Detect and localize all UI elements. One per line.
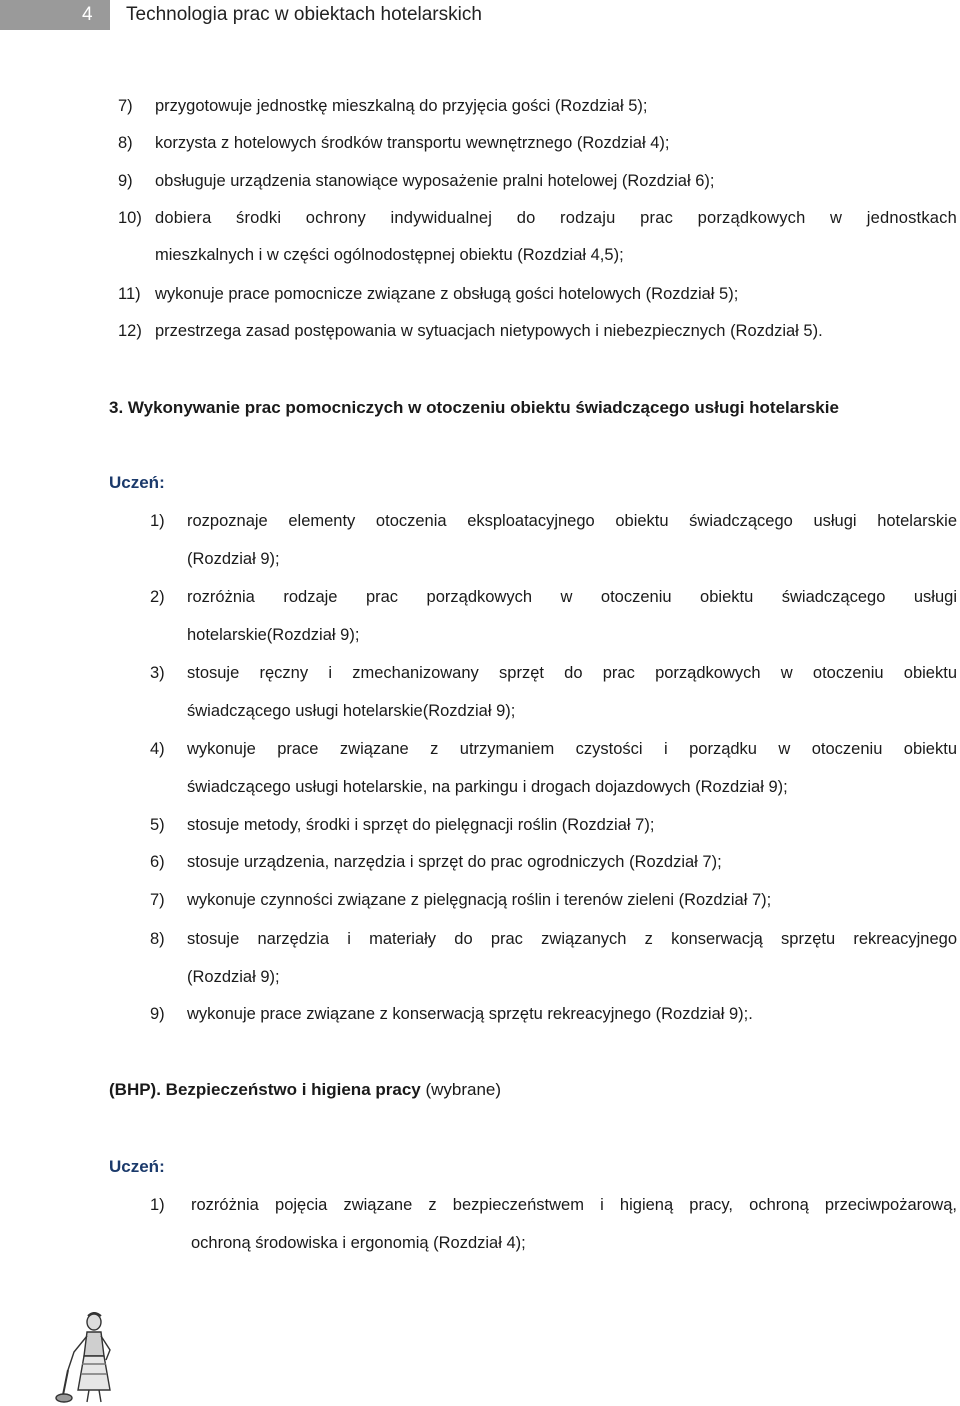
bhp-heading-rest: (wybrane) bbox=[420, 1080, 502, 1099]
list-item: stosuje ręczny i zmechanizowany sprzęt do prac porządkowych w otoczeniu obiektu bbox=[187, 664, 957, 682]
list-item: rozpoznaje elementy otoczenia eksploatacyjnego obiektu świadczącego usługi hotelarskie bbox=[187, 512, 957, 530]
list-item-number: 8) bbox=[150, 930, 165, 948]
page-header bbox=[0, 0, 960, 30]
list-item: wykonuje prace związane z utrzymaniem czystości i porządku w otoczeniu obiektu bbox=[187, 740, 957, 758]
list-item-number: 1) bbox=[150, 512, 165, 530]
list-item: rozróżnia pojęcia związane z bezpieczeństwem i higieną pracy, ochroną przeciwpożarową, bbox=[191, 1196, 957, 1214]
list-item-number: 6) bbox=[150, 853, 165, 871]
list-item-number: 9) bbox=[150, 1005, 165, 1023]
bhp-heading bbox=[109, 1080, 501, 1100]
list-item-number: 12) bbox=[118, 322, 142, 340]
list-item: stosuje metody, środki i sprzęt do pielęgnacji roślin (Rozdział 7); bbox=[187, 816, 655, 834]
list-item: wykonuje czynności związane z pielęgnacją roślin i terenów zieleni (Rozdział 7); bbox=[187, 891, 772, 909]
list-item-number: 3) bbox=[150, 664, 165, 682]
list-item-number: 10) bbox=[118, 209, 142, 227]
list-item: przestrzega zasad postępowania w sytuacjach nietypowych i niebezpiecznych (Rozdział 5). bbox=[155, 322, 823, 340]
student-label: Uczeń: bbox=[109, 473, 165, 492]
list-item: dobiera środki ochrony indywidualnej do rodzaju prac porządkowych w jednostkach bbox=[155, 209, 957, 227]
list-item-continuation: mieszkalnych i w części ogólnodostępnej obiektu (Rozdział 4,5); bbox=[155, 246, 624, 264]
list-item-number: 8) bbox=[118, 134, 133, 152]
list-item: wykonuje prace związane z konserwacją sprzętu rekreacyjnego (Rozdział 9);. bbox=[187, 1005, 753, 1023]
list-item: korzysta z hotelowych środków transportu wewnętrznego (Rozdział 4); bbox=[155, 134, 670, 152]
list-item-number: 7) bbox=[150, 891, 165, 909]
list-item: obsługuje urządzenia stanowiące wyposażenie pralni hotelowej (Rozdział 6); bbox=[155, 172, 715, 190]
list-item-continuation: świadczącego usługi hotelarskie(Rozdział 9); bbox=[187, 702, 516, 720]
list-item: wykonuje prace pomocnicze związane z obsługą gości hotelowych (Rozdział 5); bbox=[155, 285, 739, 303]
list-item-number: 2) bbox=[150, 588, 165, 606]
list-item-continuation: (Rozdział 9); bbox=[187, 550, 280, 568]
list-item-number: 4) bbox=[150, 740, 165, 758]
list-item-continuation: świadczącego usługi hotelarskie, na parkingu i drogach dojazdowych (Rozdział 9); bbox=[187, 778, 788, 796]
bhp-heading-bold: (BHP). Bezpieczeństwo i higiena pracy bbox=[109, 1080, 421, 1099]
page-number: 4 bbox=[0, 0, 110, 30]
list-item-number: 1) bbox=[150, 1196, 165, 1214]
student-label: Uczeń: bbox=[109, 1157, 165, 1176]
list-item-number: 9) bbox=[118, 172, 133, 190]
list-item-number: 7) bbox=[118, 97, 133, 115]
list-item: przygotowuje jednostkę mieszkalną do przyjęcia gości (Rozdział 5); bbox=[155, 97, 648, 115]
list-item-number: 5) bbox=[150, 816, 165, 834]
cleaning-lady-icon bbox=[54, 1312, 124, 1404]
list-item-continuation: (Rozdział 9); bbox=[187, 968, 280, 986]
list-item-number: 11) bbox=[118, 285, 141, 303]
section-heading: 3. Wykonywanie prac pomocniczych w otoczeniu obiektu świadczącego usługi hotelarskie bbox=[109, 398, 839, 417]
list-item: stosuje narzędzia i materiały do prac związanych z konserwacją sprzętu rekreacyjnego bbox=[187, 930, 957, 948]
list-item-continuation: hotelarskie(Rozdział 9); bbox=[187, 626, 360, 644]
list-item: rozróżnia rodzaje prac porządkowych w otoczeniu obiektu świadczącego usługi bbox=[187, 588, 957, 606]
page-title: Technologia prac w obiektach hotelarskich bbox=[126, 4, 482, 25]
list-item: stosuje urządzenia, narzędzia i sprzęt do prac ogrodniczych (Rozdział 7); bbox=[187, 853, 722, 871]
list-item-continuation: ochroną środowiska i ergonomią (Rozdział 4); bbox=[191, 1234, 526, 1252]
